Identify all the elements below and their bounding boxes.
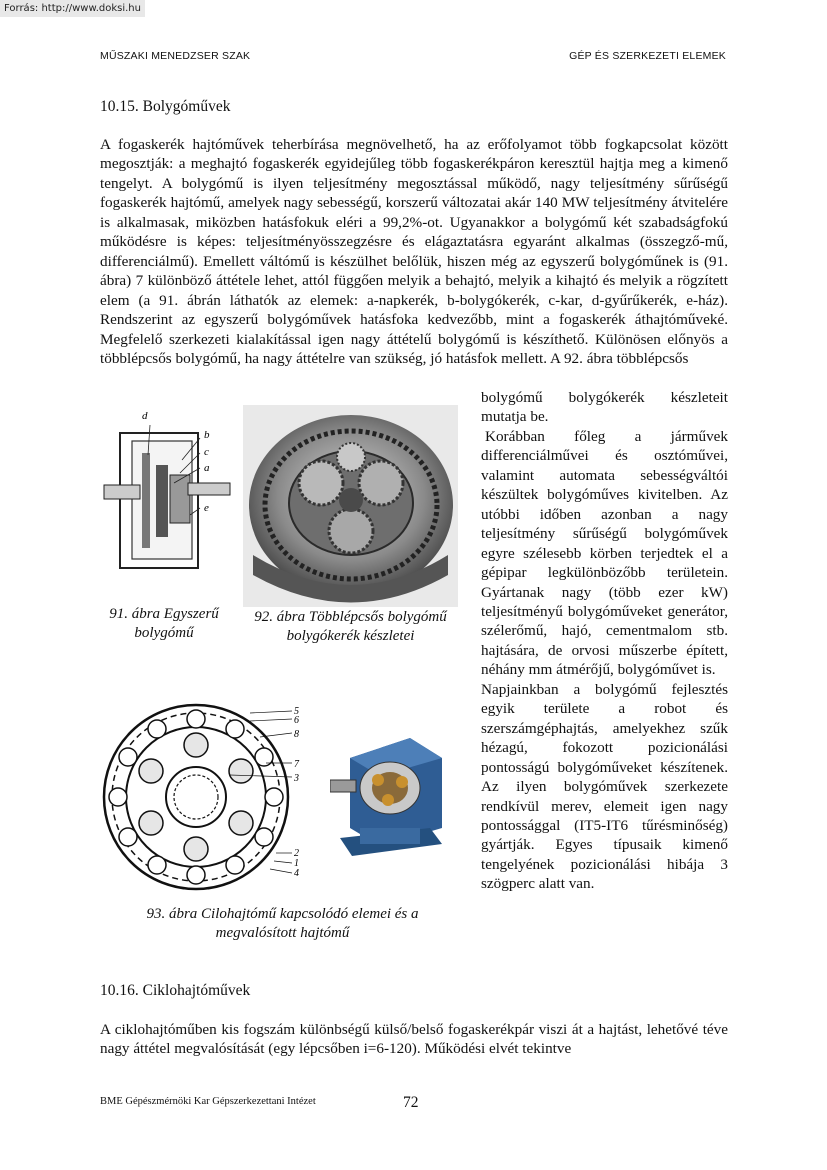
figure-91-drawing	[100, 405, 240, 600]
fig93-label-4: 4	[294, 868, 299, 879]
fig93-label-8: 8	[294, 729, 299, 740]
section-heading-ciklohajtomuvek: 10.16. Ciklohajtóművek	[100, 982, 251, 999]
side-paragraph-2: Korábban főleg a járművek differenciálművei és osztóművei, valamint automata sebességváltói készültek bolygóműves kivitelben. Az utóbbi időben azonban a nagy teljesítmény sűrűségű bolygóművek egyre szélesebb körben terjedtek el a gépipar legkülönbözőbb területein. Gyártanak nagy (több ezer kW) teljesítményű bolygóműveket generátor, szélerőmű, hajó, cementmalom stb. hajtására, de orvosi műszerbe épített, néhány mm átmérőjű, bolygóművet is.	[481, 427, 728, 679]
figure-91-caption: 91. ábra Egyszerű bolygómű	[109, 606, 219, 641]
fig93-label-5: 5	[294, 706, 299, 717]
section-heading-bolygomuvek: 10.15. Bolygóművek	[100, 98, 231, 115]
fig93-label-1: 1	[294, 858, 299, 869]
side-paragraph-3: Napjainkban a bolygómű fejlesztés egyik területe a robot és szerszámgéphajtás, amelyekhez szűk hézagú, fokozott pozicionálási pontosságú bolygóműveket készítenek. Az ilyen bolygóművek szerkezete rendkívül merev, elemeit igen nagy pontossággal (IT5-IT6 tűrésminőség) gyártják. Egyes típusaik kimenő tengelyének pozicionálási hibája 3 szögperc alatt van.	[481, 680, 728, 893]
fig93-label-6: 6	[294, 715, 299, 726]
footer-institution: BME Gépészmérnöki Kar Gépszerkezettani Intézet	[100, 1096, 316, 1107]
fig93-label-2: 2	[294, 848, 299, 859]
source-label: Forrás: http://www.doksi.hu	[0, 0, 145, 17]
fig93-label-3: 3	[294, 773, 299, 784]
intro-paragraph: A fogaskerék hajtóművek teherbírása megnövelhető, ha az erőfolyamot több fogkapcsolat között megosztják: a meghajtó fogaskerék egyidejűleg több fogaskerékpáron keresztül hajtja meg a kimenő tengelyt. A bolygómű is ilyen teljesítmény megosztással működő, nagy teljesítmény sűrűségű fogaskerék hajtómű, amelyek nagy sebességű, korszerű változatai akár 140 MW teljesítmény átvitelére is alkalmasak, miközben hatásfokuk eléri a 99,2%-ot. Ugyanakkor a bolygómű két szabadságfokú működésre is képes: teljesítményösszegzésre és elágaztatásra egyaránt alkalmas (összegző-mű, differenciálmű). Emellett váltómű is készülhet belőlük, hiszen még az egyszerű bolygóműnek is (91. ábra) 7 különböző áttétele lehet, attól függően melyik a behajtó, melyik a kihajtó és melyik a rögzített elem (a 91. ábrán láthatók az elemek: a-napkerék, b-bolygókerék, c-kar, d-gyűrűkerék, e-ház). Rendszerint az egyszerű bolygóművek hatásfoka kedvezőbb, mint a fogaskerék áthajtóműveké. Megfelelő szerkezeti kialakítással igen nagy áttételű bolygómű is készíthető. Különösen előnyös a többlépcsős bolygómű, ha nagy áttételre van szükség, jó hatásfok mellett. A 92. ábra többlépcsős	[100, 136, 728, 367]
header-right: GÉP ÉS SZERKEZETI ELEMEK	[569, 50, 726, 62]
header-left: MŰSZAKI MENEDZSER SZAK	[100, 50, 251, 62]
ciklo-paragraph: A ciklohajtóműben kis fogszám különbségű külső/belső fogaskerékpár viszi át a hajtást, lehetővé téve nagy áttétel megvalósítását (egy lépcsőben i=6-120). Működési elvét tekintve	[100, 1021, 728, 1058]
figure-92-caption: 92. ábra Többlépcsős bolygómű bolygókerék készletei	[254, 609, 447, 644]
figure-93-caption: 93. ábra Cilohajtómű kapcsolódó elemei és a megvalósított hajtómű	[146, 906, 419, 941]
fig91-label-d: d	[142, 410, 148, 422]
fig91-label-e: e	[204, 502, 209, 514]
figure-93-drawing	[100, 697, 318, 897]
page-number: 72	[403, 1094, 419, 1111]
fig91-label-b: b	[204, 429, 210, 441]
fig91-label-c: c	[204, 446, 209, 458]
figure-93-photo	[330, 718, 448, 870]
figure-92-photo	[243, 405, 458, 607]
fig91-label-a: a	[204, 462, 210, 474]
side-column	[481, 388, 728, 894]
fig93-label-7: 7	[294, 759, 299, 770]
side-paragraph-1: bolygómű bolygókerék készleteit mutatja be.	[481, 389, 728, 426]
